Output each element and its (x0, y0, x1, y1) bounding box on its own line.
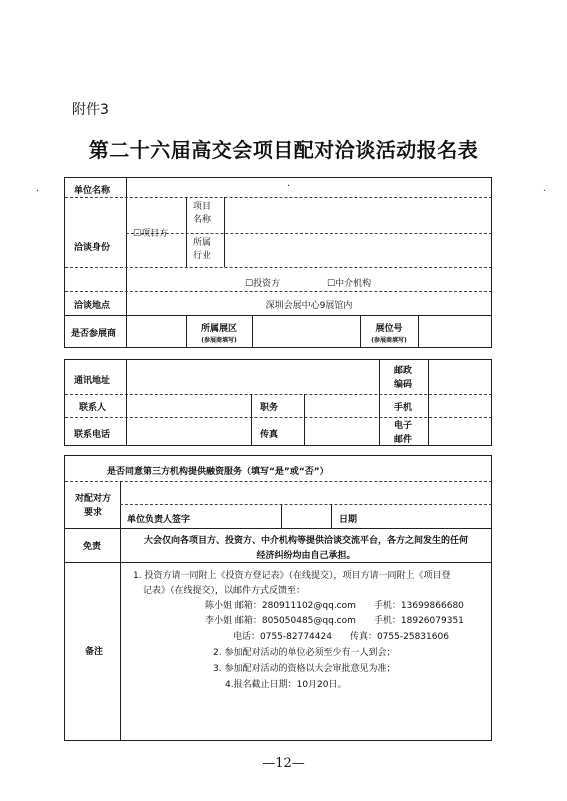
date-label: 日期 (339, 515, 358, 525)
registration-table-3 (64, 455, 492, 741)
financing-consent-question: 是否同意第三方机构提供融资服务（填写“是”或“否”） (107, 467, 329, 477)
scan-speck: · (36, 186, 40, 197)
registration-table-2 (64, 359, 492, 446)
exhibitor-label: 是否参展商 (71, 329, 117, 339)
position-label: 职务 (260, 403, 279, 413)
postcode-label: 邮政编码 (394, 366, 413, 390)
note-line: 陈小姐 邮箱：280911102@qq.com 手机：13699866680 (205, 601, 464, 611)
mobile-label: 手机 (394, 403, 413, 413)
booth-label: 展位号 (375, 324, 403, 334)
identity-label: 洽谈身份 (74, 243, 111, 253)
zone-label: 所属展区 (200, 324, 237, 334)
note-line: 2. 参加配对活动的单位必须至少有一人到会； (213, 648, 396, 658)
project-party-checkbox[interactable]: ☐项目方 (133, 229, 169, 239)
attachment-label: 附件3 (72, 102, 109, 118)
investor-checkbox[interactable]: ☐投资方 (245, 279, 281, 289)
fax-label: 传真 (260, 430, 279, 440)
disclaimer-label: 免责 (83, 542, 102, 552)
email-label: 电子邮件 (394, 421, 413, 445)
venue-label: 洽谈地点 (74, 301, 111, 311)
note-line: 电话：0755-82774424 传真：0755-25831606 (233, 632, 449, 642)
scan-speck: · (287, 181, 291, 192)
intermediary-checkbox[interactable]: ☐中介机构 (327, 279, 372, 289)
disclaimer-text-2: 经济纠纷均由自己承担。 (256, 551, 356, 561)
zone-note: (参展商填写) (201, 337, 237, 344)
contact-label: 联系人 (79, 403, 107, 413)
scan-speck: · (543, 186, 547, 197)
signer-label: 单位负责人签字 (127, 515, 191, 525)
project-name-label: 项目名称 (193, 202, 212, 225)
note-line: 李小姐 邮箱：805050485@qq.com 手机：18926079351 (205, 616, 464, 626)
booth-note: (参展商填写) (371, 337, 407, 344)
page-title: 第二十六届高交会项目配对洽谈活动报名表 (88, 138, 479, 162)
remarks-label: 备注 (85, 647, 104, 657)
page-number: —12— (262, 756, 305, 771)
venue-value: 深圳会展中心9展馆内 (265, 301, 353, 311)
address-label: 通讯地址 (74, 376, 111, 386)
phone-label: 联系电话 (74, 430, 111, 440)
note-line: 4.报名截止日期：10月20日。 (225, 680, 347, 690)
requirement-label: 对配对方要求 (74, 494, 111, 518)
note-line: 记表》（在线提交），以邮件方式反馈至： (143, 586, 306, 596)
note-line: 3. 参加配对活动的资格以大会审批意见为准； (213, 664, 396, 674)
industry-label: 所属行业 (193, 238, 212, 261)
registration-table-1 (64, 177, 492, 348)
unit-name-label: 单位名称 (74, 186, 111, 196)
note-line: 1. 投资方请一同附上《投资方登记表》（在线提交），项目方请一同附上《项目登 (133, 571, 451, 581)
disclaimer-text-1: 大会仅向各项目方、投资方、中介机构等提供洽谈交流平台，各方之间发生的任何 (143, 536, 468, 546)
